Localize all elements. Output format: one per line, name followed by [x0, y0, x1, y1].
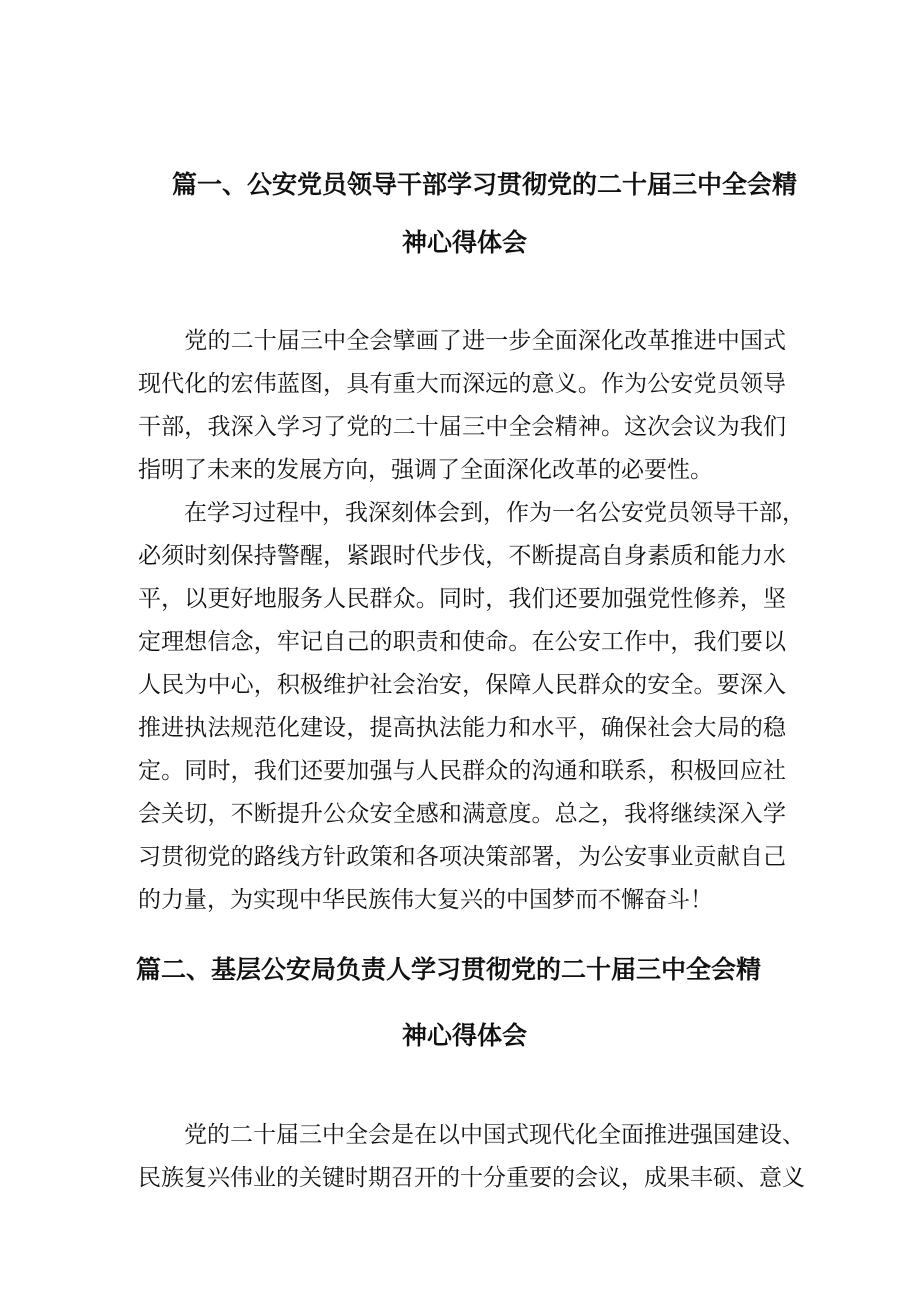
section2-title-line2: 神心得体会: [402, 1021, 528, 1050]
section2-paragraph1: [138, 1114, 805, 1200]
paragraph-line: 党的二十届三中全会擘画了进一步全面深化改革推进中国式: [138, 328, 786, 354]
paragraph-line: 党的二十届三中全会是在以中国式现代化全面推进强国建设、: [138, 1122, 805, 1148]
section1-title-line2: 神心得体会: [402, 228, 528, 257]
paragraph-line: 习贯彻党的路线方针政策和各项决策部署，为公安事业贡献自己: [138, 844, 786, 870]
section1-title-line1: 篇一、公安党员领导干部学习贯彻党的二十届三中全会精: [172, 170, 798, 199]
paragraph-line: 必须时刻保持警醒，紧跟时代步伐，不断提高自身素质和能力水: [138, 543, 786, 569]
paragraph-line: 民族复兴伟业的关键时期召开的十分重要的会议，成果丰硕、意义: [138, 1165, 805, 1191]
section1-paragraph2: [138, 492, 805, 922]
paragraph-line: 干部，我深入学习了党的二十届三中全会精神。这次会议为我们: [138, 414, 786, 440]
paragraph-line: 现代化的宏伟蓝图，具有重大而深远的意义。作为公安党员领导: [138, 371, 786, 397]
paragraph-line: 在学习过程中，我深刻体会到，作为一名公安党员领导干部，: [138, 500, 805, 526]
paragraph-line: 会关切，不断提升公众安全感和满意度。总之，我将继续深入学: [138, 801, 786, 827]
paragraph-line: 指明了未来的发展方向，强调了全面深化改革的必要性。: [138, 457, 713, 483]
section1-paragraph1: [138, 320, 786, 492]
paragraph-line: 定理想信念，牢记自己的职责和使命。在公安工作中，我们要以: [138, 629, 786, 655]
paragraph-line: 推进执法规范化建设，提高执法能力和水平，确保社会大局的稳: [138, 715, 786, 741]
paragraph-line: 的力量，为实现中华民族伟大复兴的中国梦而不懈奋斗！: [138, 887, 713, 913]
section2-title-line1: 篇二、基层公安局负责人学习贯彻党的二十届三中全会精: [136, 955, 762, 984]
paragraph-line: 平，以更好地服务人民群众。同时，我们还要加强党性修养，坚: [138, 586, 786, 612]
paragraph-line: 定。同时，我们还要加强与人民群众的沟通和联系，积极回应社: [138, 758, 786, 784]
paragraph-line: 人民为中心，积极维护社会治安，保障人民群众的安全。要深入: [138, 672, 786, 698]
